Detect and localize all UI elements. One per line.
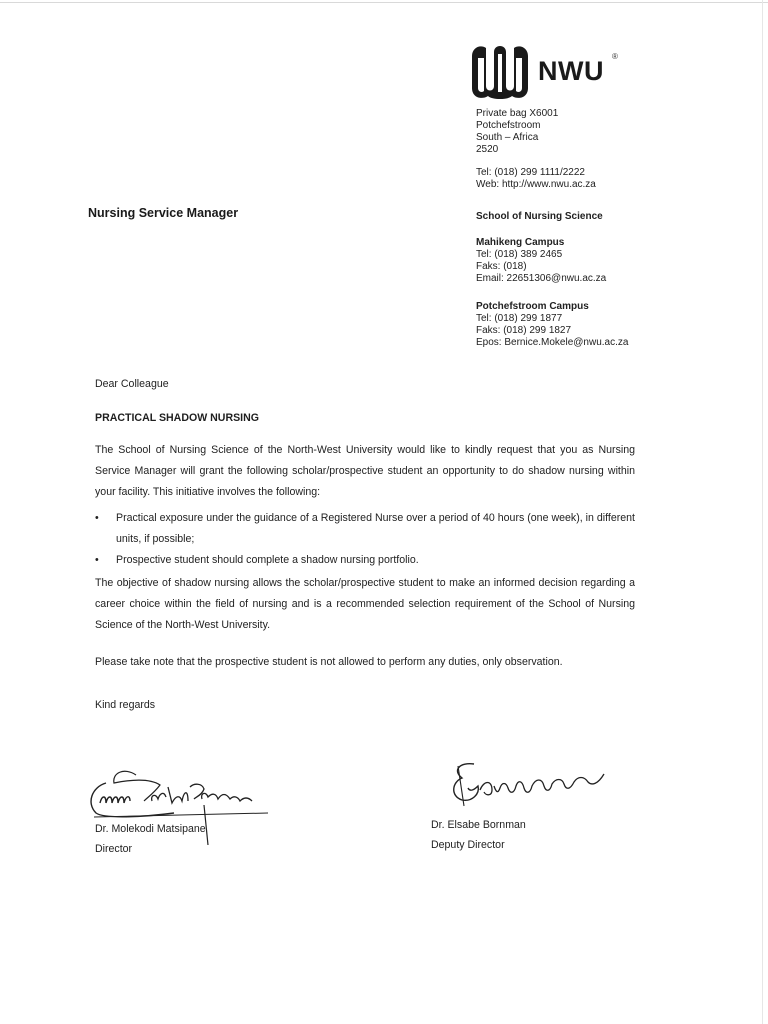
logo-wordmark: NWU <box>538 56 604 86</box>
address-line: Private bag X6001 <box>476 108 559 119</box>
deputy-director-name: Dr. Elsabe Bornman <box>431 819 526 831</box>
potchefstroom-tel: Tel: (018) 299 1877 <box>476 313 563 324</box>
deputy-director-signature <box>444 756 624 816</box>
scan-edge-right <box>762 0 763 1024</box>
paragraph-objective: The objective of shadow nursing allows the scholar/prospective student to make an informed decision regarding a career choice within the field of nursing and is a recommended selection requirement of the School of Nursing Science of the North-West University. <box>95 577 635 631</box>
school-name: School of Nursing Science <box>476 211 603 222</box>
subject-line: PRACTICAL SHADOW NURSING <box>95 412 260 424</box>
address-line: South – Africa <box>476 132 539 143</box>
mahikeng-fax: Faks: (018) <box>476 261 527 272</box>
closing: Kind regards <box>95 699 156 711</box>
list-item-text: Practical exposure under the guidance of a Registered Nurse over a period of 40 hours (one week), in different units, if possible; <box>116 512 635 545</box>
address-line: Potchefstroom <box>476 120 541 131</box>
mahikeng-campus-block <box>476 237 606 285</box>
potchefstroom-fax: Faks: (018) 299 1827 <box>476 325 572 336</box>
postal-address <box>476 108 558 156</box>
list-item-text: Prospective student should complete a shadow nursing portfolio. <box>116 554 419 566</box>
nwu-logo <box>468 42 628 102</box>
general-web: Web: http://www.nwu.ac.za <box>476 179 596 190</box>
registered-mark: ® <box>612 52 618 61</box>
address-line: 2520 <box>476 144 499 155</box>
scan-edge-top <box>0 2 768 3</box>
general-contact <box>476 167 596 191</box>
list-item <box>95 508 635 550</box>
list-item <box>95 550 635 571</box>
potchefstroom-title: Potchefstroom Campus <box>476 301 589 312</box>
deputy-director-title: Deputy Director <box>431 839 505 851</box>
nwu-emblem-icon <box>468 42 532 102</box>
bullet-icon: • <box>95 512 99 524</box>
paragraph-request: The School of Nursing Science of the North-West University would like to kindly request that you as Nursing Service Manager will grant the following scholar/prospective student an opportunity to do shadow nursing within your facility. This initiative involves the following: <box>95 444 635 498</box>
potchefstroom-campus-block <box>476 301 628 349</box>
bullet-icon: • <box>95 554 99 566</box>
general-tel: Tel: (018) 299 1111/2222 <box>476 167 585 178</box>
director-title: Director <box>95 843 133 855</box>
salutation: Dear Colleague <box>95 378 169 390</box>
director-name: Dr. Molekodi Matsipane <box>95 823 206 835</box>
paragraph-note: Please take note that the prospective student is not allowed to perform any duties, only observation. <box>95 656 563 668</box>
mahikeng-tel: Tel: (018) 389 2465 <box>476 249 563 260</box>
requirements-list <box>95 508 635 571</box>
mahikeng-title: Mahikeng Campus <box>476 237 565 248</box>
recipient: Nursing Service Manager <box>88 206 239 220</box>
potchefstroom-email: Epos: Bernice.Mokele@nwu.ac.za <box>476 337 629 348</box>
mahikeng-email: Email: 22651306@nwu.ac.za <box>476 273 607 284</box>
